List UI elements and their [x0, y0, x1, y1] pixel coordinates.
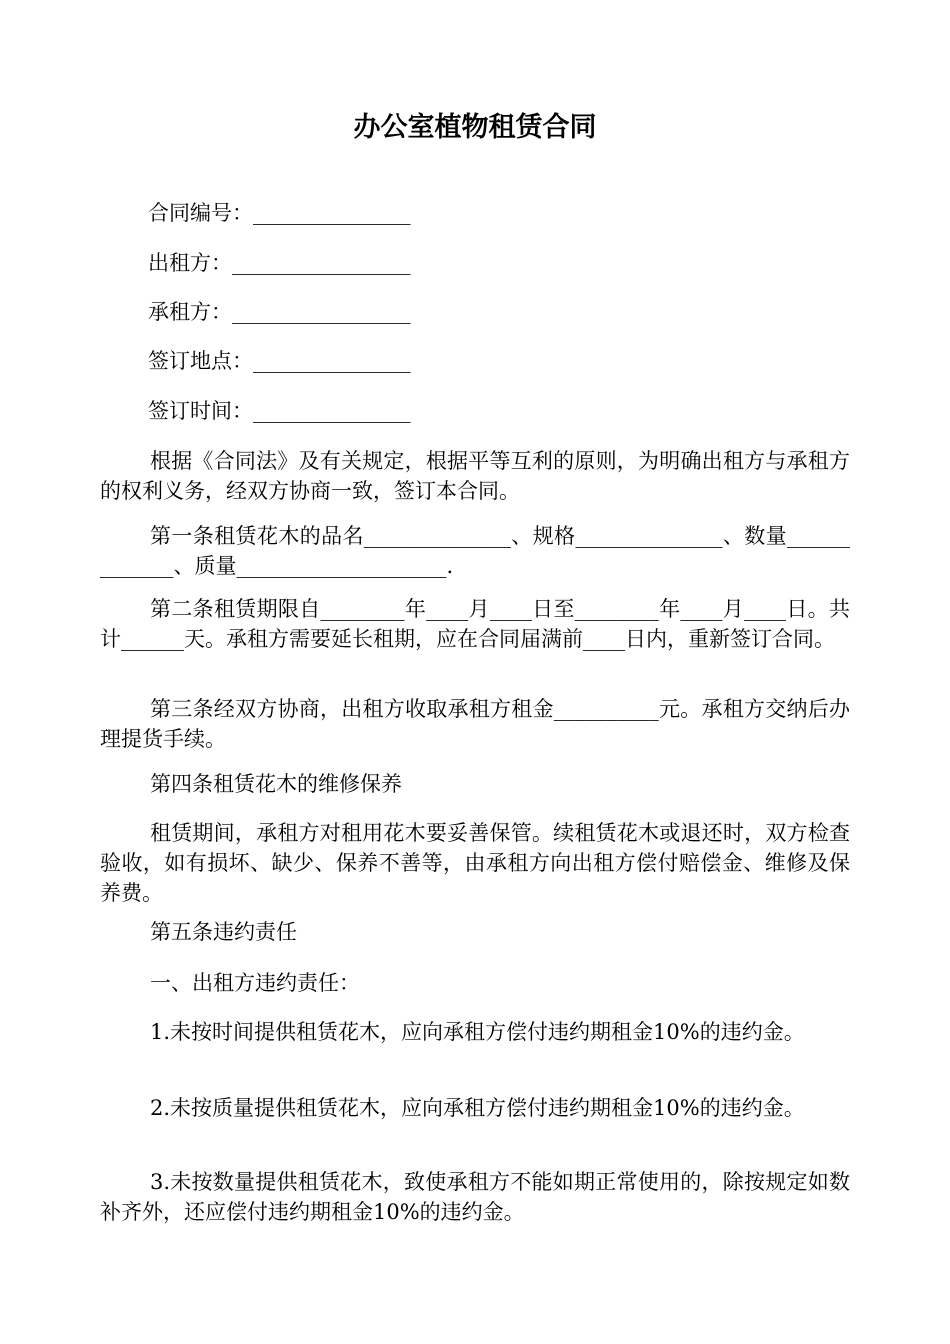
article-2-paragraph: 第二条租赁期限自________年____月____日至________年____月____日。共计______天。承租方需要延长租期，应在合同届满前____日内，重新签订合同。 — [100, 597, 850, 651]
liability-item-2: 2.未按质量提供租赁花木，应向承租方偿付违约期租金10%的违约金。 — [150, 1096, 805, 1120]
document-title: 办公室植物租赁合同 — [353, 112, 597, 143]
article-4-heading: 第四条租赁花木的维修保养 — [150, 772, 402, 796]
signing-place-field: 签订地点：_______________ — [148, 349, 411, 373]
article-4-paragraph: 租赁期间，承租方对租用花木要妥善保管。续租赁花木或退还时，双方检查验收，如有损坏、缺少、保养不善等，由承租方向出租方偿付赔偿金、维修及保养费。 — [100, 821, 850, 905]
lessor-liability-heading: 一、出租方违约责任： — [150, 971, 360, 995]
article-1-paragraph: 第一条租赁花木的品名______________、规格______________、数量_____________、质量____________________. — [100, 524, 850, 578]
intro-paragraph: 根据《合同法》及有关规定，根据平等互利的原则，为明确出租方与承租方的权利义务，经双方协商一致，签订本合同。 — [100, 449, 850, 503]
liability-item-3: 3.未按数量提供租赁花木，致使承租方不能如期正常使用的，除按规定如数补齐外，还应偿付违约期租金10%的违约金。 — [100, 1170, 850, 1224]
signing-time-field: 签订时间：_______________ — [148, 399, 411, 423]
article-3-paragraph: 第三条经双方协商，出租方收取承租方租金__________元。承租方交纳后办理提货手续。 — [100, 697, 850, 751]
lessee-field: 承租方：_________________ — [148, 300, 411, 324]
lessor-field: 出租方：_________________ — [148, 251, 411, 275]
article-5-heading: 第五条违约责任 — [150, 920, 297, 944]
contract-number-field: 合同编号：_______________ — [148, 201, 411, 225]
liability-item-1: 1.未按时间提供租赁花木，应向承租方偿付违约期租金10%的违约金。 — [150, 1020, 805, 1044]
